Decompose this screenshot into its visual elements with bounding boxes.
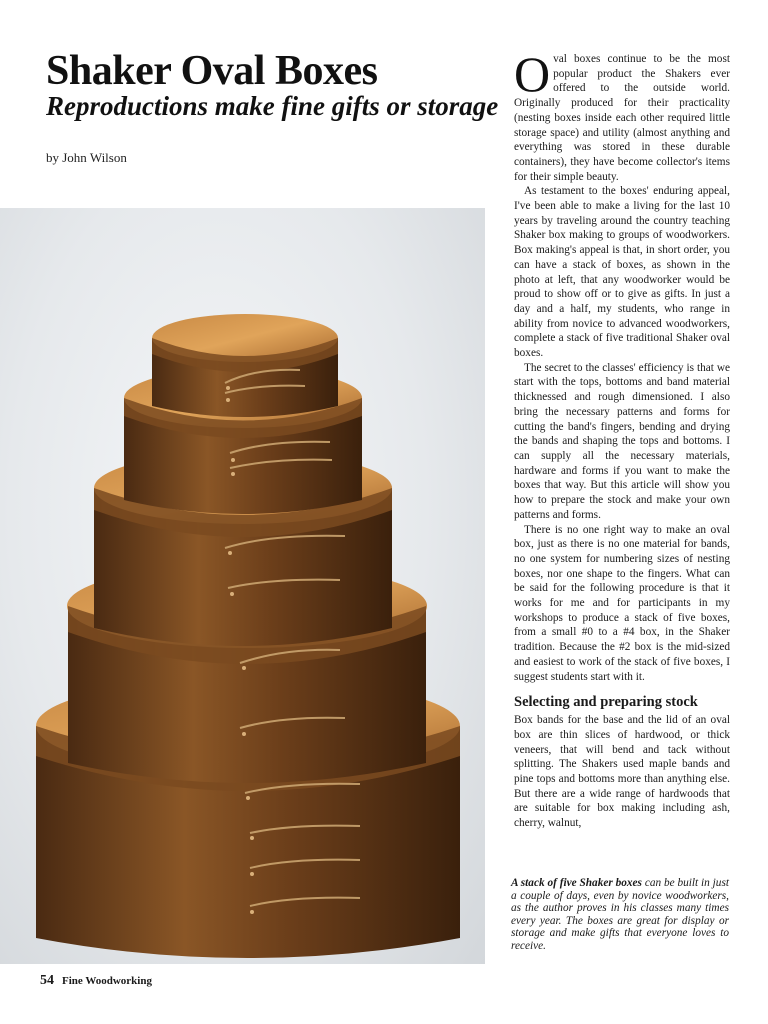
- paragraph-2: As testament to the boxes' enduring appeal, I've been able to make a living for the last 10 years by traveling around the country teaching Shaker box making to groups of woodworkers. Box making's appeal is that, in short order, you can have a stack of boxes, as shown in the photo at left, that any woodworker would be proud to show off or to give as gifts. In just a day and a half, my students, who range in ability from novice to advanced woodworkers, complete a stack of five traditional Shaker oval boxes.: [514, 185, 730, 360]
- magazine-name: Fine Woodworking: [62, 975, 152, 987]
- drop-cap: O: [514, 46, 551, 102]
- paragraph-4: There is no one right way to make an oval box, just as there is no one material for bands, no one system for numbering sizes of nesting boxes, nor one shape to the fingers. What can be said for the following procedure is that it works for me and for participants in my workshops to produce a stack of five boxes, from a small #0 to a #4 box, in the Shaker tradition. Because the #2 box is the mid-sized and easiest to work of the stack of five boxes, I suggest students start with it.: [514, 523, 730, 683]
- byline: by John Wilson: [46, 150, 127, 165]
- stacked-oval-boxes-illustration: [0, 208, 485, 964]
- paragraph-3: The secret to the classes' efficiency is that we start with the tops, bottoms and band material thicknessed and rough dimensioned. I also bring the necessary patterns and forms for cutting the band's fingers, bending and drying the bands and shaping the tops and bottoms. I can supply all the necessary materials, hardware and forms if you want to make the boxes that way. But this article will show you how to prepare the stock and make your own patterns and forms.: [514, 361, 730, 521]
- article-title: Shaker Oval Boxes: [46, 48, 378, 94]
- section-heading: Selecting and preparing stock: [514, 694, 698, 711]
- caption-text: can be built in just a couple of days, even by novice woodworkers, as the author proves in his classes many times every year. The boxes are great for display or storage and make gifts that everyone loves to receive.: [511, 877, 729, 952]
- body-text-column: [514, 46, 730, 831]
- page-number: 54: [40, 973, 54, 988]
- photo-caption: [511, 877, 729, 953]
- section-paragraph: Box bands for the base and the lid of an oval box are thin slices of hardwood, or thick veneers, that will bend and tack without splitting. The Shakers used maple bands and pine tops and bottoms more than anything else. But there are a wide range of hardwoods that are suitable for box making including ash, cherry, walnut,: [514, 714, 730, 830]
- caption-lead: A stack of five Shaker boxes: [511, 877, 642, 889]
- page-footer: [40, 972, 152, 989]
- paragraph-1: [514, 46, 730, 184]
- shaker-boxes-photo: [0, 208, 485, 964]
- paragraph-1-text: val boxes continue to be the most popular product the Shakers ever offered to the outside world. Originally produced for their practicality (nesting boxes inside each other required little storage space) and utility (almost anything and everything was stored in these durable containers), they have become collector's items for their simple beauty.: [514, 53, 730, 183]
- article-subtitle: Reproductions make fine gifts or storage: [46, 91, 499, 121]
